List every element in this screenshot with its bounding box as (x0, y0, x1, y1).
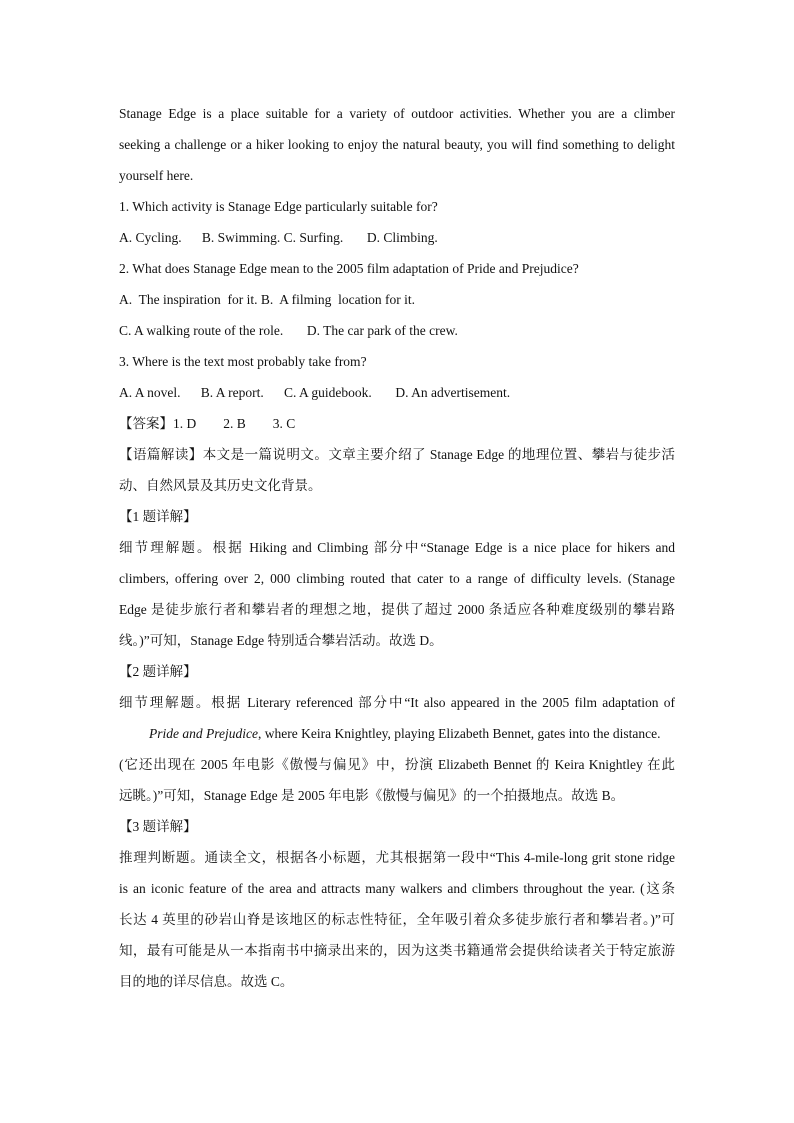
explanation-line: 细节理解题。根据 Hiking and Climbing 部分中“Stanage Edge is a nice place for hikers and (119, 540, 675, 555)
explanation-line: 细节理解题。根据 Literary referenced 部分中“It also appeared in the 2005 film adaptation of (119, 695, 675, 710)
overview-line: 【语篇解读】本文是一篇说明文。文章主要介绍了 Stanage Edge 的地理位置、攀岩与徒步活 (119, 447, 675, 462)
question-options: A. A novel. B. A report. C. A guidebook. D. An advertisement. (119, 385, 511, 400)
question-options: C. A walking route of the role. D. The car park of the crew. (119, 323, 458, 338)
explanation-line: 知，最有可能是从一本指南书中摘录出来的，因为这类书籍通常会提供给读者关于特定旅游 (119, 943, 675, 958)
question-2 (119, 253, 675, 346)
explanation-line: (它还出现在 2005 年电影《傲慢与偏见》中，扮演 Elizabeth Bennet 的 Keira Knightley 在此 (119, 757, 675, 772)
section-header: 【3 题详解】 (119, 819, 197, 834)
analysis-overview (119, 439, 675, 501)
question-3 (119, 346, 675, 408)
question-1 (119, 191, 675, 253)
explanation-line: is an iconic feature of the area and attracts many walkers and climbers throughout the year. (这条 (119, 881, 675, 896)
explanation-line: Edge 是徒步旅行者和攀岩者的理想之地，提供了超过 2000 条适应各种难度级别的攀岩路 (119, 602, 675, 617)
explanation-line-with-title (119, 718, 675, 749)
passage-intro (119, 98, 675, 191)
explanation-line: climbers, offering over 2, 000 climbing routed that cater to a range of difficulty levels. (Stanage (119, 571, 675, 586)
explanation-line: 推理判断题。通读全文，根据各小标题，尤其根据第一段中“This 4-mile-long grit stone ridge (119, 850, 675, 865)
passage-line: yourself here. (119, 168, 194, 183)
analysis-q1 (119, 501, 675, 656)
passage-line: seeking a challenge or a hiker looking to enjoy the natural beauty, you will find something to delight (119, 137, 675, 152)
film-title: Pride and Prejudice (149, 726, 258, 741)
analysis-q3 (119, 811, 675, 997)
overview-line: 动、自然风景及其历史文化背景。 (119, 478, 322, 493)
question-stem: 3. Where is the text most probably take from? (119, 354, 367, 369)
passage-line: Stanage Edge is a place suitable for a variety of outdoor activities. Whether you are a climber (119, 106, 675, 121)
section-header: 【1 题详解】 (119, 509, 197, 524)
document-body (119, 98, 675, 997)
question-options: A. The inspiration for it. B. A filming location for it. (119, 292, 415, 307)
question-stem: 1. Which activity is Stanage Edge particularly suitable for? (119, 199, 438, 214)
question-stem: 2. What does Stanage Edge mean to the 2005 film adaptation of Pride and Prejudice? (119, 261, 579, 276)
answer-key (119, 408, 675, 439)
question-options: A. Cycling. B. Swimming. C. Surfing. D. Climbing. (119, 230, 438, 245)
section-header: 【2 题详解】 (119, 664, 197, 679)
answer-line: 【答案】1. D 2. B 3. C (119, 416, 296, 431)
explanation-line: 远眺。)”可知，Stanage Edge 是 2005 年电影《傲慢与偏见》的一个拍摄地点。故选 B。 (119, 788, 625, 803)
explanation-line: 长达 4 英里的砂岩山脊是该地区的标志性特征，全年吸引着众多徒步旅行者和攀岩者。)”可 (119, 912, 675, 927)
analysis-q2 (119, 656, 675, 811)
explanation-line: 目的地的详尽信息。故选 C。 (119, 974, 294, 989)
explanation-line: 线。)”可知，Stanage Edge 特别适合攀岩活动。故选 D。 (119, 633, 443, 648)
explanation-text: , where Keira Knightley, playing Elizabeth Bennet, gates into the distance. (257, 726, 661, 741)
